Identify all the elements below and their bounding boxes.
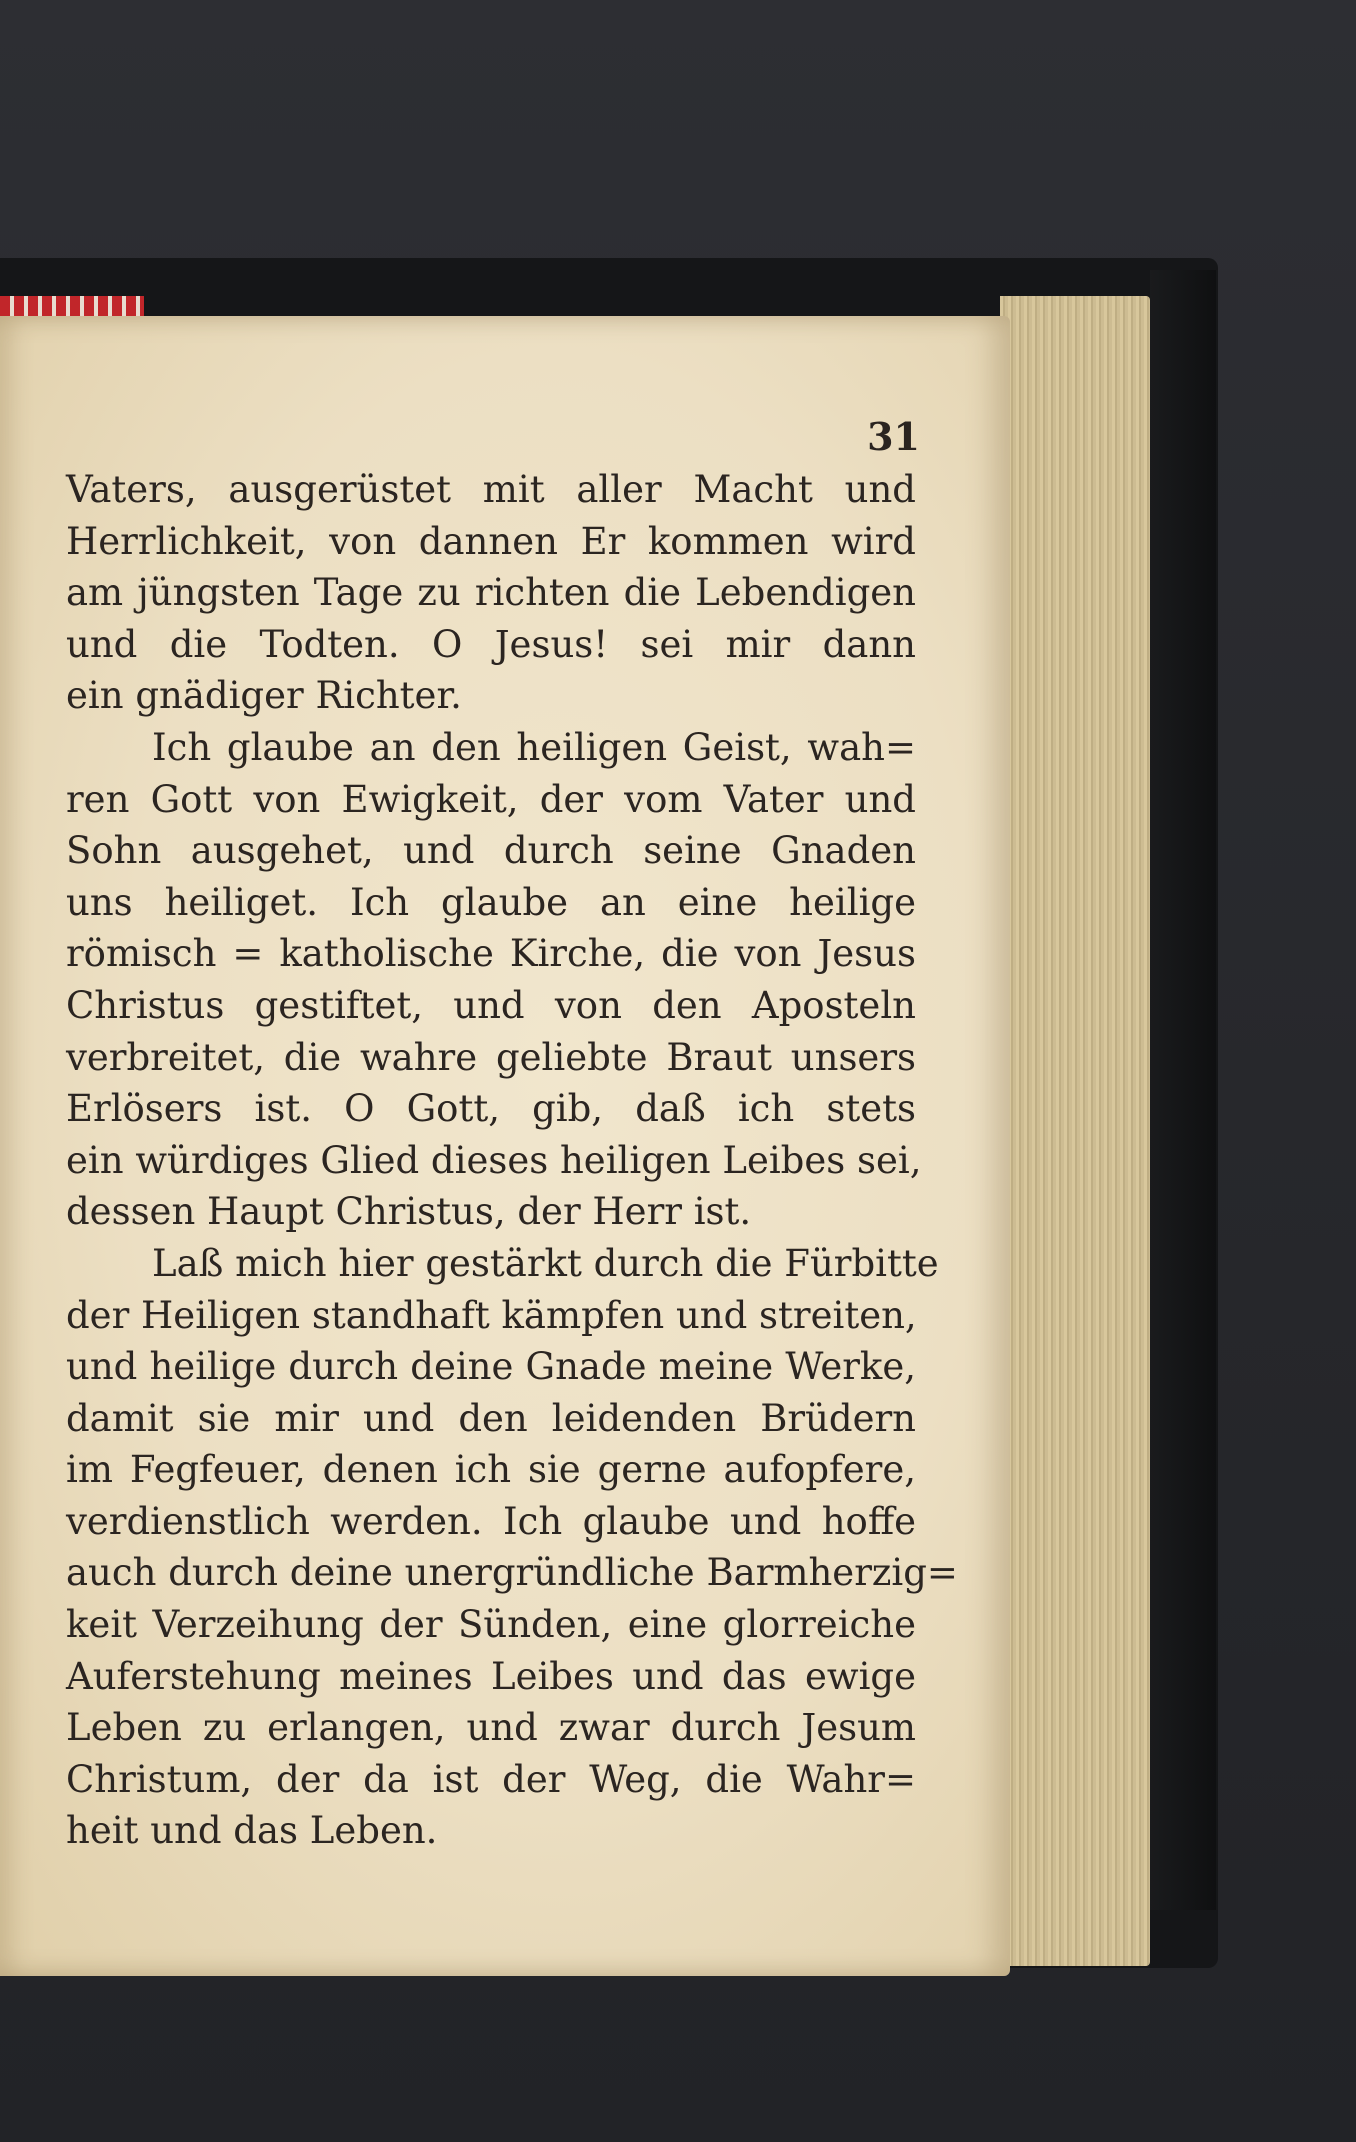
text-line: damit sie mir und den leidenden Brüdern xyxy=(66,1396,916,1440)
text-line: verbreitet, die wahre geliebte Braut unsers xyxy=(66,1035,916,1079)
bookmark-ribbon xyxy=(0,296,144,318)
text-line: ren Gott von Ewigkeit, der vom Vater und xyxy=(66,777,916,821)
text-line: Auferstehung meines Leibes und das ewige xyxy=(66,1654,916,1698)
text-line: verdienstlich werden. Ich glaube und hoffe xyxy=(66,1499,916,1543)
book-page xyxy=(0,316,1010,1976)
page-number: 31 xyxy=(867,414,920,459)
text-line: uns heiliget. Ich glaube an eine heilige xyxy=(66,880,916,924)
text-line: keit Verzeihung der Sünden, eine glorreiche xyxy=(66,1603,916,1647)
text-line: Christus gestiftet, und von den Aposteln xyxy=(66,983,916,1027)
text-line: ein gnädiger Richter. xyxy=(66,674,462,718)
text-line: auch durch deine unergründliche Barmherzig= xyxy=(66,1551,958,1595)
text-line: und die Todten. O Jesus! sei mir dann xyxy=(66,622,916,666)
text-line: ein würdiges Glied dieses heiligen Leibes sei, xyxy=(66,1138,922,1182)
page-text xyxy=(66,464,958,1857)
text-line: Herrlichkeit, von dannen Er kommen wird xyxy=(66,519,916,563)
text-line: Sohn ausgehet, und durch seine Gnaden xyxy=(66,829,916,873)
text-line: Laß mich hier gestärkt durch die Fürbitte xyxy=(152,1241,939,1285)
text-line: am jüngsten Tage zu richten die Lebendigen xyxy=(66,571,916,615)
text-line: Ich glaube an den heiligen Geist, wah= xyxy=(152,725,916,769)
book-cover-edge xyxy=(1150,270,1216,1910)
text-line: Vaters, ausgerüstet mit aller Macht und xyxy=(66,468,916,511)
text-line: dessen Haupt Christus, der Herr ist. xyxy=(66,1190,752,1234)
text-line: und heilige durch deine Gnade meine Werke, xyxy=(66,1345,916,1389)
text-line: Erlösers ist. O Gott, gib, daß ich stets xyxy=(66,1087,916,1131)
text-line: der Heiligen standhaft kämpfen und streiten, xyxy=(66,1293,917,1337)
text-line: im Fegfeuer, denen ich sie gerne aufopfere, xyxy=(66,1448,916,1492)
text-line: Leben zu erlangen, und zwar durch Jesum xyxy=(66,1706,916,1750)
page-block-edge xyxy=(1000,296,1150,1966)
text-line: heit und das Leben. xyxy=(66,1809,438,1853)
text-line: römisch = katholische Kirche, die von Jesus xyxy=(66,932,916,976)
text-line: Christum, der da ist der Weg, die Wahr= xyxy=(66,1757,916,1801)
